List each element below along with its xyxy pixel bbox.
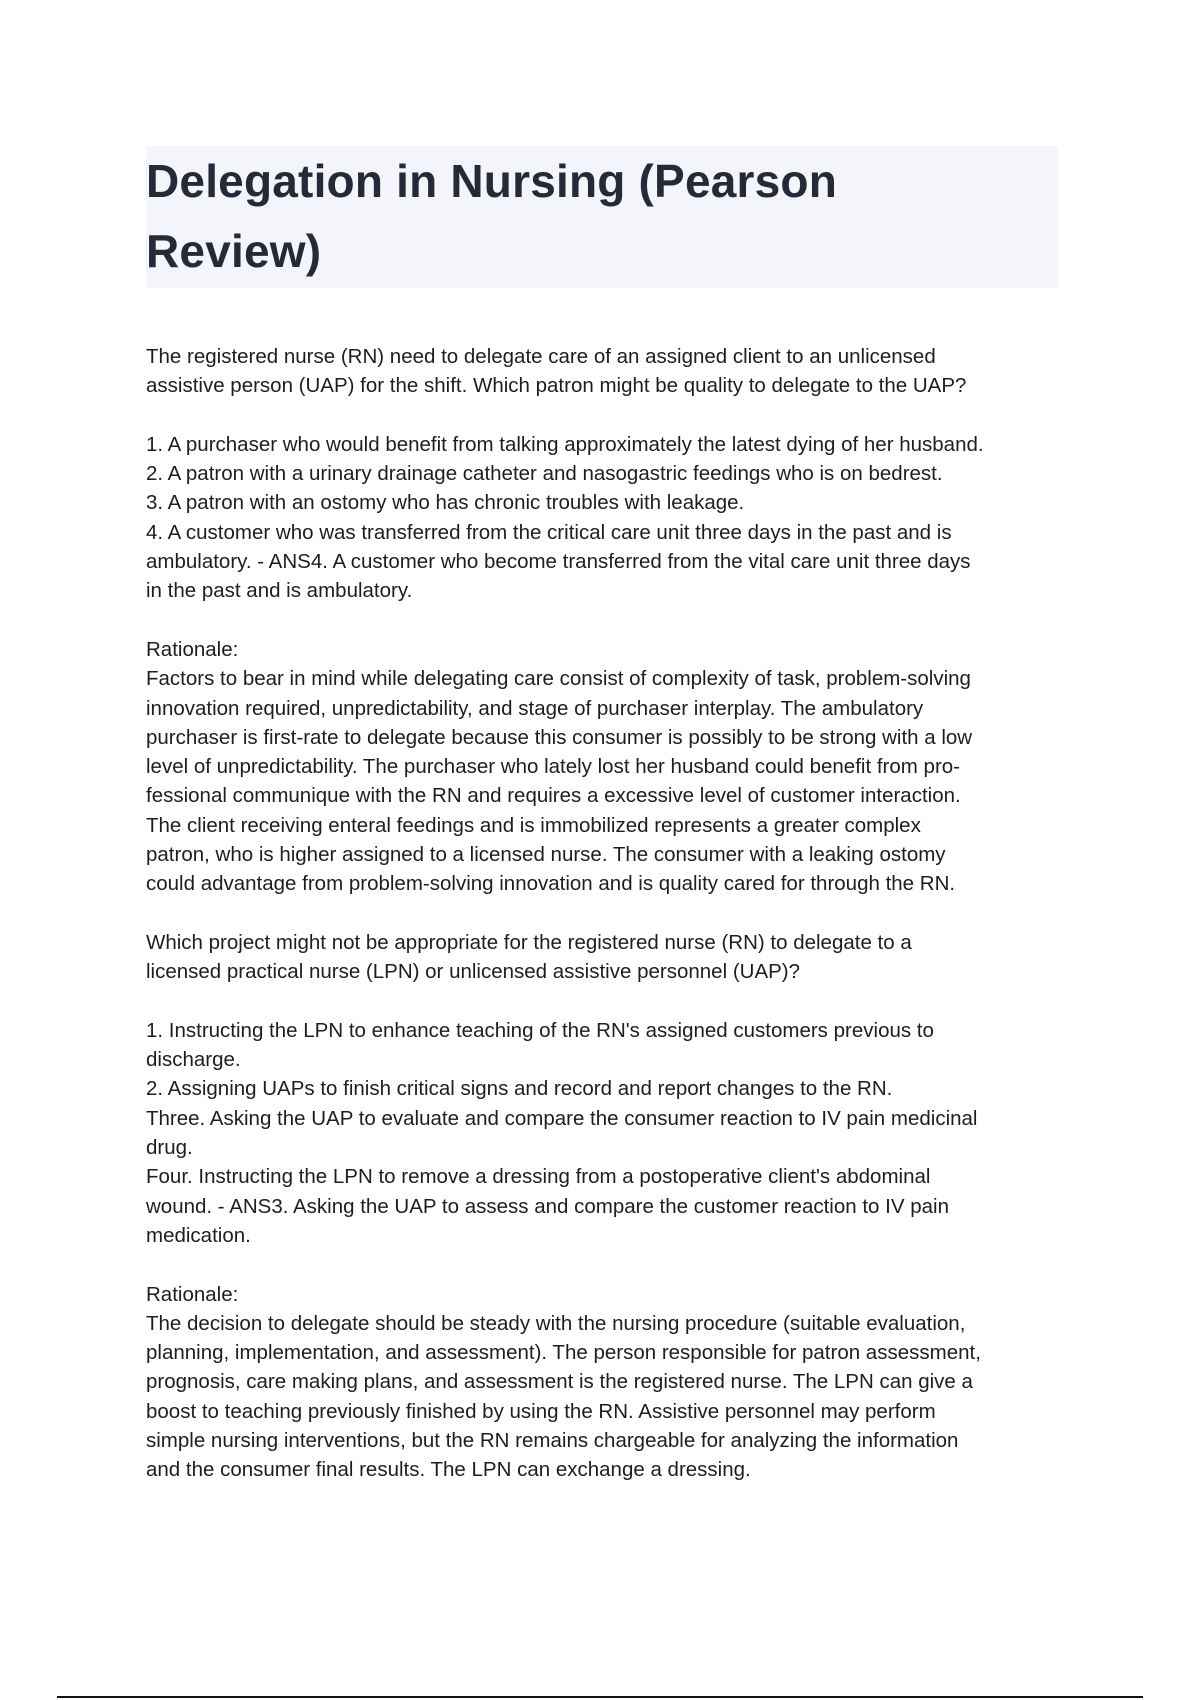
title-block (146, 146, 1058, 288)
text-line: prognosis, care making plans, and assessment is the registered nurse. The LPN can give a (146, 1370, 973, 1394)
document-title (146, 146, 1058, 286)
option-line: 3. A patron with an ostomy who has chronic troubles with leakage. (146, 491, 745, 515)
text-line: innovation required, unpredictability, and stage of purchaser interplay. The ambulatory (146, 696, 924, 720)
option-line: 1. A purchaser who would benefit from talking approximately the latest dying of her husband. (146, 432, 984, 456)
rationale-label: Rationale: (146, 1282, 239, 1306)
option-line: wound. - ANS3. Asking the UAP to assess and compare the customer reaction to IV pain (146, 1194, 949, 1218)
question-1 (146, 342, 1066, 899)
text-line: level of unpredictability. The purchaser who lately lost her husband could benefit from pro- (146, 755, 960, 779)
option-line: 2. Assigning UAPs to finish critical signs and record and report changes to the RN. (146, 1077, 893, 1101)
option-line: ambulatory. - ANS4. A customer who become transferred from the vital care unit three days (146, 550, 971, 574)
question-2-stem (146, 928, 1066, 987)
text-line: The decision to delegate should be steady with the nursing procedure (suitable evaluation, (146, 1311, 966, 1335)
text-line: could advantage from problem-solving innovation and is quality cared for through the RN. (146, 872, 956, 896)
question-1-options (146, 430, 1066, 606)
question-2 (146, 928, 1066, 1485)
option-line: 2. A patron with a urinary drainage catheter and nasogastric feedings who is on bedrest. (146, 462, 943, 486)
spacer (146, 899, 1066, 928)
text-line: and the consumer final results. The LPN can exchange a dressing. (146, 1458, 751, 1482)
option-line: discharge. (146, 1048, 241, 1072)
option-line: drug. (146, 1136, 193, 1160)
option-line: 1. Instructing the LPN to enhance teaching of the RN's assigned customers previous to (146, 1018, 934, 1042)
spacer (146, 987, 1066, 1016)
title-line-1: Delegation in Nursing (Pearson (146, 155, 837, 207)
spacer (146, 401, 1066, 430)
spacer (146, 1250, 1066, 1279)
option-line: Three. Asking the UAP to evaluate and compare the consumer reaction to IV pain medicinal (146, 1106, 978, 1130)
spacer (146, 606, 1066, 635)
text-line: The client receiving enteral feedings and is immobilized represents a greater complex (146, 813, 921, 837)
question-2-rationale (146, 1280, 1066, 1485)
option-line: medication. (146, 1223, 251, 1247)
question-2-options (146, 1016, 1066, 1250)
question-1-rationale (146, 635, 1066, 899)
text-line: planning, implementation, and assessment). The person responsible for patron assessment, (146, 1341, 981, 1365)
text-line: patron, who is higher assigned to a licensed nurse. The consumer with a leaking ostomy (146, 843, 946, 867)
text-line: fessional communique with the RN and requires a excessive level of customer interaction. (146, 784, 961, 808)
title-line-2: Review) (146, 225, 322, 277)
text-line: purchaser is first-rate to delegate because this consumer is possibly to be strong with a low (146, 725, 973, 749)
document-body (146, 342, 1066, 1485)
page-bottom-divider (57, 1696, 1143, 1698)
text-line: Which project might not be appropriate for the registered nurse (RN) to delegate to a (146, 930, 912, 954)
text-line: assistive person (UAP) for the shift. Which patron might be quality to delegate to the UAP? (146, 374, 967, 398)
option-line: in the past and is ambulatory. (146, 579, 413, 603)
option-line: Four. Instructing the LPN to remove a dressing from a postoperative client's abdominal (146, 1165, 931, 1189)
option-line: 4. A customer who was transferred from the critical care unit three days in the past and is (146, 520, 952, 544)
text-line: licensed practical nurse (LPN) or unlicensed assistive personnel (UAP)? (146, 960, 801, 984)
text-line: boost to teaching previously finished by using the RN. Assistive personnel may perform (146, 1399, 936, 1423)
text-line: simple nursing interventions, but the RN remains chargeable for analyzing the information (146, 1428, 959, 1452)
text-line: The registered nurse (RN) need to delegate care of an assigned client to an unlicensed (146, 345, 936, 368)
text-line: Factors to bear in mind while delegating care consist of complexity of task, problem-solving (146, 667, 971, 691)
rationale-label: Rationale: (146, 637, 239, 661)
question-1-stem (146, 342, 1066, 401)
